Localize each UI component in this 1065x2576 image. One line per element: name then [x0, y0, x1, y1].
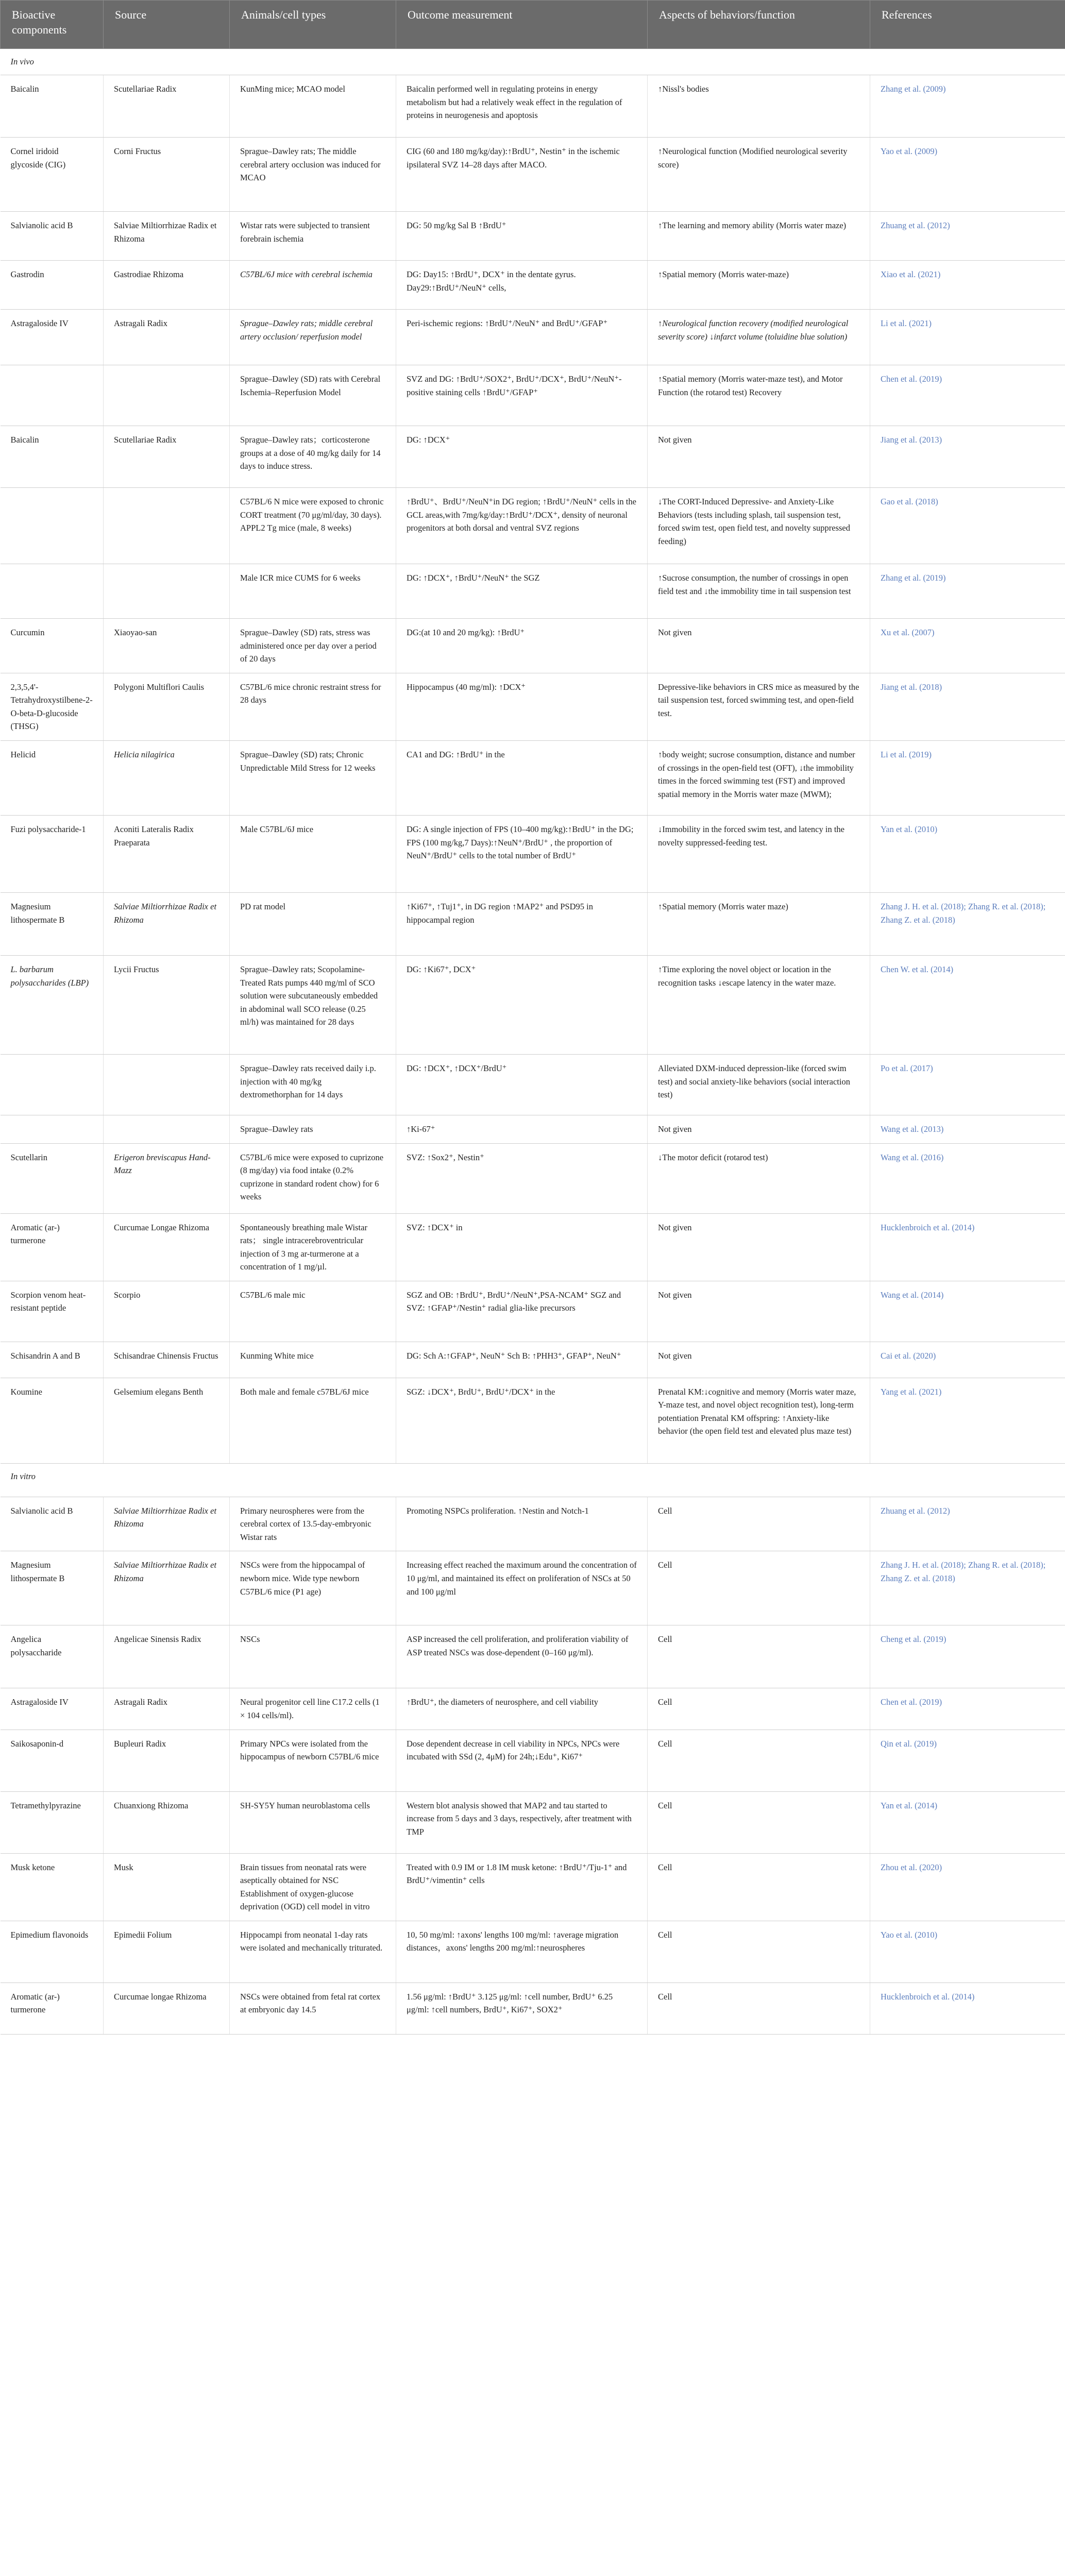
cell-animals-cell-types: C57BL/6J mice with cerebral ischemia — [230, 261, 396, 310]
cell-outcome-measurement: Peri-ischemic regions: ↑BrdU⁺/NeuN⁺ and BrdU⁺/GFAP⁺ — [396, 310, 648, 365]
cell-behavior-function: Not given — [648, 1213, 870, 1281]
header-source: Source — [104, 1, 230, 49]
cell-outcome-measurement: 10, 50 mg/ml: ↑axons' lengths 100 mg/ml: ↑average migration distances，axons' lengths 200 mg/ml:↑neurospheres — [396, 1921, 648, 1982]
cell-outcome-measurement: Baicalin performed well in regulating proteins in energy metabolism but had a relatively weak effect in the regulation of proteins in neurogenesis and apoptosis — [396, 75, 648, 138]
cell-behavior-function: Cell — [648, 1497, 870, 1551]
cell-behavior-function: Cell — [648, 1625, 870, 1688]
cell-source: Scutellariae Radix — [104, 426, 230, 488]
cell-animals-cell-types: Sprague–Dawley (SD) rats with Cerebral Ischemia–Reperfusion Model — [230, 365, 396, 426]
cell-source: Schisandrae Chinensis Fructus — [104, 1342, 230, 1378]
cell-bioactive-component: Baicalin — [1, 75, 104, 138]
cell-behavior-function: Cell — [648, 1853, 870, 1921]
cell-bioactive-component: Baicalin — [1, 426, 104, 488]
table-body — [1, 49, 1065, 2035]
cell-outcome-measurement: ↑BrdU⁺、BrdU⁺/NeuN⁺in DG region; ↑BrdU⁺/NeuN⁺ cells in the GCL areas,with 7mg/kg/day:↑BrdU⁺/DCX⁺, density of neuronal progenitors at both dorsal and ventral SVZ regions — [396, 488, 648, 564]
cell-bioactive-component: Scorpion venom heat-resistant peptide — [1, 1281, 104, 1342]
cell-outcome-measurement: Promoting NSPCs proliferation. ↑Nestin and Notch-1 — [396, 1497, 648, 1551]
cell-animals-cell-types: Sprague–Dawley (SD) rats, stress was administered once per day over a period of 20 days — [230, 619, 396, 673]
cell-behavior-function: ↑Nissl's bodies — [648, 75, 870, 138]
cell-reference-link[interactable]: Zhang et al. (2019) — [870, 564, 1065, 619]
cell-reference-link[interactable]: Zhuang et al. (2012) — [870, 212, 1065, 261]
cell-animals-cell-types: C57BL/6 male mic — [230, 1281, 396, 1342]
cell-animals-cell-types: Hippocampi from neonatal 1-day rats were isolated and mechanically triturated. — [230, 1921, 396, 1982]
cell-source: Lycii Fructus — [104, 955, 230, 1054]
cell-reference-link[interactable]: Chen W. et al. (2014) — [870, 955, 1065, 1054]
cell-reference-link[interactable]: Po et al. (2017) — [870, 1054, 1065, 1115]
cell-outcome-measurement: DG: Day15: ↑BrdU⁺, DCX⁺ in the dentate gyrus. Day29:↑BrdU⁺/NeuN⁺ cells, — [396, 261, 648, 310]
cell-outcome-measurement: DG: ↑DCX⁺, ↑DCX⁺/BrdU⁺ — [396, 1054, 648, 1115]
table-row — [1, 1281, 1065, 1342]
cell-animals-cell-types: NSCs were obtained from fetal rat cortex at embryonic day 14.5 — [230, 1982, 396, 2034]
table-row — [1, 1688, 1065, 1730]
cell-outcome-measurement: SGZ and OB: ↑BrdU⁺, BrdU⁺/NeuN⁺,PSA-NCAM⁺ SGZ and SVZ: ↑GFAP⁺/Nestin⁺ radial glia-like precursors — [396, 1281, 648, 1342]
cell-reference-link[interactable]: Jiang et al. (2018) — [870, 673, 1065, 740]
header-row — [1, 1, 1065, 49]
cell-outcome-measurement: 1.56 μg/ml: ↑BrdU⁺ 3.125 μg/ml: ↑cell number, BrdU⁺ 6.25 μg/ml: ↑cell numbers, BrdU⁺, Ki67⁺, SOX2⁺ — [396, 1982, 648, 2034]
cell-behavior-function: Prenatal KM:↓cognitive and memory (Morris water maze, Y-maze test, and novel object recognition test), long-term potentiation Prenatal KM offspring: ↑Anxiety-like behavior (the open field test and elevated plus maze test) — [648, 1378, 870, 1463]
cell-source: Curcumae Longae Rhizoma — [104, 1213, 230, 1281]
cell-outcome-measurement: Increasing effect reached the maximum around the concentration of 10 μg/ml, and maintained its effect on proliferation of NSCs at 50 and 100 μg/ml — [396, 1551, 648, 1625]
cell-outcome-measurement: SVZ: ↑DCX⁺ in — [396, 1213, 648, 1281]
cell-behavior-function: Cell — [648, 1688, 870, 1730]
table-row — [1, 564, 1065, 619]
table-row — [1, 1982, 1065, 2034]
table-row — [1, 619, 1065, 673]
cell-outcome-measurement: Dose dependent decrease in cell viability in NPCs, NPCs were incubated with SSd (2, 4μM) for 24h;↓Edu⁺, Ki67⁺ — [396, 1730, 648, 1791]
cell-source: Scutellariae Radix — [104, 75, 230, 138]
table-row — [1, 740, 1065, 815]
cell-reference-link[interactable]: Chen et al. (2019) — [870, 365, 1065, 426]
cell-outcome-measurement: SVZ: ↑Sox2⁺, Nestin⁺ — [396, 1143, 648, 1213]
cell-behavior-function: ↑Neurological function recovery (modified neurological severity score) ↓infarct volume (toluidine blue solution) — [648, 310, 870, 365]
cell-bioactive-component: Gastrodin — [1, 261, 104, 310]
cell-bioactive-component: Epimedium flavonoids — [1, 1921, 104, 1982]
cell-reference-link[interactable]: Yang et al. (2021) — [870, 1378, 1065, 1463]
table-row — [1, 1342, 1065, 1378]
table-row — [1, 488, 1065, 564]
table-row — [1, 1853, 1065, 1921]
cell-behavior-function: Not given — [648, 1281, 870, 1342]
cell-source: Chuanxiong Rhizoma — [104, 1791, 230, 1853]
cell-bioactive-component: Salvianolic acid B — [1, 1497, 104, 1551]
cell-animals-cell-types: Sprague–Dawley (SD) rats; Chronic Unpredictable Mild Stress for 12 weeks — [230, 740, 396, 815]
section-label: In vitro — [1, 1463, 1065, 1497]
cell-outcome-measurement: SVZ and DG: ↑BrdU⁺/SOX2⁺, BrdU⁺/DCX⁺, BrdU⁺/NeuN⁺-positive staining cells ↑BrdU⁺/GFAP⁺ — [396, 365, 648, 426]
table-row — [1, 1143, 1065, 1213]
table-row — [1, 1213, 1065, 1281]
cell-bioactive-component — [1, 564, 104, 619]
cell-reference-link[interactable]: Wang et al. (2013) — [870, 1115, 1065, 1143]
cell-reference-link[interactable]: Xiao et al. (2021) — [870, 261, 1065, 310]
cell-animals-cell-types: Sprague–Dawley rats; middle cerebral artery occlusion/ reperfusion model — [230, 310, 396, 365]
table-row — [1, 1115, 1065, 1143]
section-header-row — [1, 49, 1065, 75]
cell-bioactive-component — [1, 365, 104, 426]
cell-outcome-measurement: Western blot analysis showed that MAP2 and tau started to increase from 5 days and 3 days, respectively, after treatment with TMP — [396, 1791, 648, 1853]
cell-animals-cell-types: NSCs were from the hippocampal of newborn mice. Wide type newborn C57BL/6 mice (P1 age) — [230, 1551, 396, 1625]
cell-source: Epimedii Folium — [104, 1921, 230, 1982]
table-row — [1, 310, 1065, 365]
header-outcome-measurement: Outcome measurement — [396, 1, 648, 49]
cell-bioactive-component: Fuzi polysaccharide-1 — [1, 815, 104, 892]
table-row — [1, 1378, 1065, 1463]
cell-reference-link[interactable]: Zhuang et al. (2012) — [870, 1497, 1065, 1551]
cell-animals-cell-types: Sprague–Dawley rats; Scopolamine-Treated Rats pumps 440 mg/ml of SCO solution were subcutaneously embedded in abdominal wall SCO release (0.25 ml/h) was maintained for 28 days — [230, 955, 396, 1054]
table-header — [1, 1, 1065, 49]
cell-animals-cell-types: Spontaneously breathing male Wistar rats； single intracerebroventricular injection of 3 mg ar-turmerone at a concentration of 1 mg/µl. — [230, 1213, 396, 1281]
cell-reference-link[interactable]: Yao et al. (2009) — [870, 138, 1065, 212]
cell-reference-link[interactable]: Wang et al. (2014) — [870, 1281, 1065, 1342]
cell-behavior-function: Cell — [648, 1730, 870, 1791]
cell-animals-cell-types: Sprague–Dawley rats received daily i.p. injection with 40 mg/kg dextromethorphan for 14 days — [230, 1054, 396, 1115]
cell-behavior-function: Cell — [648, 1791, 870, 1853]
cell-bioactive-component — [1, 488, 104, 564]
cell-reference-link[interactable]: Hucklenbroich et al. (2014) — [870, 1213, 1065, 1281]
header-references: References — [870, 1, 1065, 49]
cell-bioactive-component — [1, 1115, 104, 1143]
cell-outcome-measurement: Hippocampus (40 mg/ml): ↑DCX⁺ — [396, 673, 648, 740]
cell-behavior-function: ↓The motor deficit (rotarod test) — [648, 1143, 870, 1213]
cell-behavior-function: Not given — [648, 1115, 870, 1143]
section-label: In vivo — [1, 49, 1065, 75]
cell-source: Angelicae Sinensis Radix — [104, 1625, 230, 1688]
table-row — [1, 1551, 1065, 1625]
cell-behavior-function: Depressive-like behaviors in CRS mice as measured by the tail suspension test, forced swimming test, and open-field test. — [648, 673, 870, 740]
cell-behavior-function: ↓Immobility in the forced swim test, and latency in the novelty suppressed-feeding test. — [648, 815, 870, 892]
cell-reference-link[interactable]: Qin et al. (2019) — [870, 1730, 1065, 1791]
cell-animals-cell-types: C57BL/6 N mice were exposed to chronic CORT treatment (70 μg/ml/day, 30 days). APPL2 Tg mice (male, 8 weeks) — [230, 488, 396, 564]
cell-animals-cell-types: Both male and female c57BL/6J mice — [230, 1378, 396, 1463]
cell-bioactive-component: Saikosaponin-d — [1, 1730, 104, 1791]
cell-behavior-function: Cell — [648, 1982, 870, 2034]
cell-source — [104, 1115, 230, 1143]
cell-animals-cell-types: Sprague–Dawley rats; The middle cerebral artery occlusion was induced for MCAO — [230, 138, 396, 212]
table-row — [1, 138, 1065, 212]
cell-behavior-function: ↑body weight; sucrose consumption, distance and number of crossings in the open-field test (OFT), ↓the immobility times in the forced swimming test (FST) and improved spatial memory in the Morris water maze (MWM); — [648, 740, 870, 815]
table-row — [1, 673, 1065, 740]
cell-outcome-measurement: SGZ: ↓DCX⁺, BrdU⁺, BrdU⁺/DCX⁺ in the — [396, 1378, 648, 1463]
cell-reference-link[interactable]: Zhang et al. (2009) — [870, 75, 1065, 138]
cell-bioactive-component: Aromatic (ar-) turmerone — [1, 1213, 104, 1281]
cell-outcome-measurement: DG:(at 10 and 20 mg/kg): ↑BrdU⁺ — [396, 619, 648, 673]
cell-bioactive-component: Scutellarin — [1, 1143, 104, 1213]
table-row — [1, 426, 1065, 488]
cell-bioactive-component: Magnesium lithospermate B — [1, 892, 104, 955]
table-row — [1, 892, 1065, 955]
cell-animals-cell-types: Wistar rats were subjected to transient forebrain ischemia — [230, 212, 396, 261]
cell-animals-cell-types: C57BL/6 mice were exposed to cuprizone (8 mg/day) via food intake (0.2% cuprizone in standard rodent chow) for 6 weeks — [230, 1143, 396, 1213]
cell-animals-cell-types: Sprague–Dawley rats — [230, 1115, 396, 1143]
table-row — [1, 1791, 1065, 1853]
cell-source: Musk — [104, 1853, 230, 1921]
cell-source: Helicia nilagirica — [104, 740, 230, 815]
cell-animals-cell-types: Kunming White mice — [230, 1342, 396, 1378]
cell-behavior-function: ↑Time exploring the novel object or location in the recognition tasks ↓escape latency in the water maze. — [648, 955, 870, 1054]
cell-animals-cell-types: Male C57BL/6J mice — [230, 815, 396, 892]
cell-outcome-measurement: ASP increased the cell proliferation, and proliferation viability of ASP treated NSCs was dose-dependent (0–160 μg/ml). — [396, 1625, 648, 1688]
cell-behavior-function: Cell — [648, 1551, 870, 1625]
table-row — [1, 212, 1065, 261]
cell-outcome-measurement: DG: A single injection of FPS (10–400 mg/kg):↑BrdU⁺ in the DG; FPS (100 mg/kg,7 Days):↑NeuN⁺/BrdU⁺ , the proportion of NeuN⁺/BrdU⁺ cells to the total number of BrdU⁺ — [396, 815, 648, 892]
cell-reference-link[interactable]: Cai et al. (2020) — [870, 1342, 1065, 1378]
cell-behavior-function: ↑Sucrose consumption, the number of crossings in open field test and ↓the immobility time in tail suspension test — [648, 564, 870, 619]
cell-behavior-function: Not given — [648, 1342, 870, 1378]
cell-bioactive-component: Koumine — [1, 1378, 104, 1463]
cell-animals-cell-types: NSCs — [230, 1625, 396, 1688]
table-row — [1, 1625, 1065, 1688]
cell-bioactive-component: Helicid — [1, 740, 104, 815]
cell-reference-link[interactable]: Xu et al. (2007) — [870, 619, 1065, 673]
cell-outcome-measurement: ↑Ki-67⁺ — [396, 1115, 648, 1143]
cell-source: Astragali Radix — [104, 310, 230, 365]
cell-behavior-function: ↑Spatial memory (Morris water-maze test), and Motor Function (the rotarod test) Recovery — [648, 365, 870, 426]
cell-reference-link[interactable]: Yao et al. (2010) — [870, 1921, 1065, 1982]
header-aspects-of-behaviors: Aspects of behaviors/function — [648, 1, 870, 49]
cell-bioactive-component: Salvianolic acid B — [1, 212, 104, 261]
cell-source: Polygoni Multiflori Caulis — [104, 673, 230, 740]
cell-bioactive-component: Astragaloside IV — [1, 310, 104, 365]
cell-animals-cell-types: Neural progenitor cell line C17.2 cells (1 × 104 cells/ml). — [230, 1688, 396, 1730]
cell-source — [104, 1054, 230, 1115]
table-row — [1, 955, 1065, 1054]
cell-bioactive-component: Musk ketone — [1, 1853, 104, 1921]
cell-source: Bupleuri Radix — [104, 1730, 230, 1791]
cell-bioactive-component: Tetramethylpyrazine — [1, 1791, 104, 1853]
table-row — [1, 1921, 1065, 1982]
cell-outcome-measurement: CIG (60 and 180 mg/kg/day):↑BrdU⁺, Nestin⁺ in the ischemic ipsilateral SVZ 14–28 days after MACO. — [396, 138, 648, 212]
cell-behavior-function: Not given — [648, 619, 870, 673]
cell-reference-link[interactable]: Zhou et al. (2020) — [870, 1853, 1065, 1921]
cell-source: Erigeron breviscapus Hand-Mazz — [104, 1143, 230, 1213]
table-row — [1, 365, 1065, 426]
header-animals-cell-types: Animals/cell types — [230, 1, 396, 49]
cell-source: Scorpio — [104, 1281, 230, 1342]
cell-bioactive-component: Schisandrin A and B — [1, 1342, 104, 1378]
cell-bioactive-component: Curcumin — [1, 619, 104, 673]
cell-animals-cell-types: KunMing mice; MCAO model — [230, 75, 396, 138]
cell-source: Salviae Miltiorrhizae Radix et Rhizoma — [104, 1497, 230, 1551]
cell-behavior-function: ↑Spatial memory (Morris water maze) — [648, 892, 870, 955]
cell-animals-cell-types: Male ICR mice CUMS for 6 weeks — [230, 564, 396, 619]
cell-source: Xiaoyao-san — [104, 619, 230, 673]
cell-outcome-measurement: DG: ↑DCX⁺ — [396, 426, 648, 488]
cell-source: Aconiti Lateralis Radix Praeparata — [104, 815, 230, 892]
cell-behavior-function: Cell — [648, 1921, 870, 1982]
cell-behavior-function: Alleviated DXM-induced depression-like (forced swim test) and social anxiety-like behaviors (social interaction test) — [648, 1054, 870, 1115]
cell-animals-cell-types: Primary neurospheres were from the cerebral cortex of 13.5-day-embryonic Wistar rats — [230, 1497, 396, 1551]
cell-animals-cell-types: Primary NPCs were isolated from the hippocampus of newborn C57BL/6 mice — [230, 1730, 396, 1791]
cell-behavior-function: ↑The learning and memory ability (Morris water maze) — [648, 212, 870, 261]
cell-behavior-function: Not given — [648, 426, 870, 488]
cell-reference-link[interactable]: Jiang et al. (2013) — [870, 426, 1065, 488]
table-row — [1, 815, 1065, 892]
cell-reference-link[interactable]: Gao et al. (2018) — [870, 488, 1065, 564]
cell-source: Astragali Radix — [104, 1688, 230, 1730]
cell-source: Corni Fructus — [104, 138, 230, 212]
cell-outcome-measurement: DG: ↑DCX⁺, ↑BrdU⁺/NeuN⁺ the SGZ — [396, 564, 648, 619]
cell-outcome-measurement: Treated with 0.9 IM or 1.8 IM musk ketone: ↑BrdU⁺/Tju-1⁺ and BrdU⁺/vimentin⁺ cells — [396, 1853, 648, 1921]
cell-animals-cell-types: C57BL/6 mice chronic restraint stress for 28 days — [230, 673, 396, 740]
cell-animals-cell-types: PD rat model — [230, 892, 396, 955]
cell-reference-link[interactable]: Chen et al. (2019) — [870, 1688, 1065, 1730]
cell-outcome-measurement: DG: 50 mg/kg Sal B ↑BrdU⁺ — [396, 212, 648, 261]
table-row — [1, 1054, 1065, 1115]
table-row — [1, 75, 1065, 138]
cell-source — [104, 564, 230, 619]
cell-behavior-function: ↓The CORT-Induced Depressive- and Anxiety-Like Behaviors (tests including splash, tail suspension test, forced swim test, open field test, and novelty suppressed feeding) — [648, 488, 870, 564]
cell-source: Curcumae longae Rhizoma — [104, 1982, 230, 2034]
cell-reference-link[interactable]: Li et al. (2021) — [870, 310, 1065, 365]
cell-reference-link[interactable]: Wang et al. (2016) — [870, 1143, 1065, 1213]
cell-source — [104, 365, 230, 426]
cell-source: Salviae Miltiorrhizae Radix et Rhizoma — [104, 1551, 230, 1625]
cell-reference-link[interactable]: Zhang J. H. et al. (2018); Zhang R. et al. (2018); Zhang Z. et al. (2018) — [870, 1551, 1065, 1625]
cell-animals-cell-types: Sprague–Dawley rats；corticosterone groups at a dose of 40 mg/kg daily for 14 days to induce stress. — [230, 426, 396, 488]
cell-reference-link[interactable]: Yan et al. (2010) — [870, 815, 1065, 892]
cell-bioactive-component: Astragaloside IV — [1, 1688, 104, 1730]
table-row — [1, 1730, 1065, 1791]
cell-outcome-measurement: CA1 and DG: ↑BrdU⁺ in the — [396, 740, 648, 815]
cell-source: Salviae Miltiorrhizae Radix et Rhizoma — [104, 892, 230, 955]
cell-bioactive-component: Cornel iridoid glycoside (CIG) — [1, 138, 104, 212]
cell-source: Gastrodiae Rhizoma — [104, 261, 230, 310]
cell-source: Salviae Miltiorrhizae Radix et Rhizoma — [104, 212, 230, 261]
cell-outcome-measurement: ↑Ki67⁺, ↑Tuj1⁺, in DG region ↑MAP2⁺ and PSD95 in hippocampal region — [396, 892, 648, 955]
cell-bioactive-component: Angelica polysaccharide — [1, 1625, 104, 1688]
cell-outcome-measurement: ↑BrdU⁺, the diameters of neurosphere, and cell viability — [396, 1688, 648, 1730]
header-bioactive-components: Bioactive components — [1, 1, 104, 49]
cell-source: Gelsemium elegans Benth — [104, 1378, 230, 1463]
cell-animals-cell-types: Brain tissues from neonatal rats were aseptically obtained for NSC Establishment of oxygen-glucose deprivation (OGD) cell model in vitro — [230, 1853, 396, 1921]
cell-reference-link[interactable]: Hucklenbroich et al. (2014) — [870, 1982, 1065, 2034]
cell-source — [104, 488, 230, 564]
section-header-row — [1, 1463, 1065, 1497]
cell-outcome-measurement: DG: Sch A:↑GFAP⁺, NeuN⁺ Sch B: ↑PHH3⁺, GFAP⁺, NeuN⁺ — [396, 1342, 648, 1378]
cell-reference-link[interactable]: Li et al. (2019) — [870, 740, 1065, 815]
cell-reference-link[interactable]: Yan et al. (2014) — [870, 1791, 1065, 1853]
cell-behavior-function: ↑Spatial memory (Morris water-maze) — [648, 261, 870, 310]
cell-reference-link[interactable]: Zhang J. H. et al. (2018); Zhang R. et al. (2018); Zhang Z. et al. (2018) — [870, 892, 1065, 955]
cell-bioactive-component: L. barbarum polysaccharides (LBP) — [1, 955, 104, 1054]
cell-animals-cell-types: SH-SY5Y human neuroblastoma cells — [230, 1791, 396, 1853]
cell-behavior-function: ↑Neurological function (Modified neurological severity score) — [648, 138, 870, 212]
cell-bioactive-component: Aromatic (ar-) turmerone — [1, 1982, 104, 2034]
cell-bioactive-component — [1, 1054, 104, 1115]
cell-bioactive-component: Magnesium lithospermate B — [1, 1551, 104, 1625]
table-row — [1, 1497, 1065, 1551]
table-row — [1, 261, 1065, 310]
cell-reference-link[interactable]: Cheng et al. (2019) — [870, 1625, 1065, 1688]
cell-outcome-measurement: DG: ↑Ki67⁺, DCX⁺ — [396, 955, 648, 1054]
cell-bioactive-component: 2,3,5,4'-Tetrahydroxystilbene-2-O-beta-D-glucoside (THSG) — [1, 673, 104, 740]
